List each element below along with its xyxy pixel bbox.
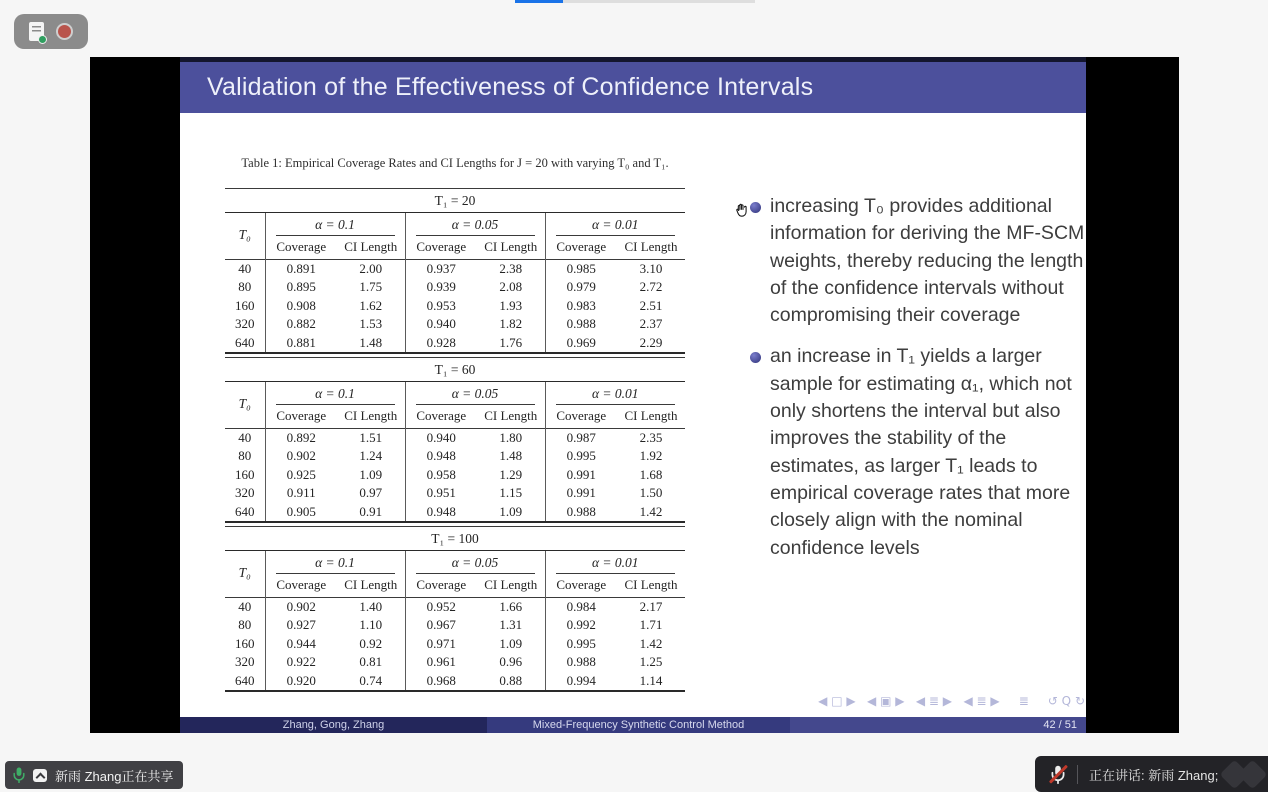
footline-title: Mixed-Frequency Synthetic Control Method xyxy=(487,717,790,733)
sub-header: CI Length xyxy=(484,239,538,254)
sub-header: Coverage xyxy=(545,405,617,428)
table-cell: 1.48 xyxy=(359,334,383,350)
table-cell: 40 xyxy=(225,597,265,616)
table-cell: 0.908 xyxy=(265,297,337,316)
table-cell: 80 xyxy=(238,448,252,463)
table-cell: 0.940 xyxy=(405,428,477,447)
divider xyxy=(1077,765,1078,784)
row-header-t0: T₀ xyxy=(238,565,251,581)
alpha-header: α = 0.05 xyxy=(416,385,535,406)
table-cell: 80 xyxy=(238,617,252,632)
sub-header: CI Length xyxy=(624,577,678,592)
table-cell: 1.09 xyxy=(499,503,523,519)
table-cell: 0.891 xyxy=(265,259,337,278)
record-icon[interactable] xyxy=(56,23,73,40)
sub-header: CI Length xyxy=(484,577,538,592)
slide-title-bar xyxy=(180,62,1086,113)
browser-progress-bar xyxy=(515,0,755,3)
sub-header: Coverage xyxy=(265,236,337,259)
slide-title: Validation of the Effectiveness of Confidence Intervals xyxy=(207,73,814,101)
table-cell: 0.958 xyxy=(405,466,477,485)
table-cell: 0.97 xyxy=(359,485,383,500)
sub-header: Coverage xyxy=(265,574,337,597)
table-cell: 0.992 xyxy=(545,616,617,635)
alpha-header: α = 0.1 xyxy=(276,554,395,575)
table-cell: 1.40 xyxy=(337,597,405,616)
table-cell: 1.68 xyxy=(639,466,663,482)
footline-page-number: 42 / 51 xyxy=(790,717,1086,733)
table-cell: 1.51 xyxy=(337,428,405,447)
table-cell: 0.961 xyxy=(405,653,477,672)
table-row xyxy=(225,334,685,354)
sub-header: CI Length xyxy=(624,239,678,254)
shared-doc-icon[interactable] xyxy=(29,22,44,41)
table-cell: 1.80 xyxy=(477,428,545,447)
table-cell: 0.969 xyxy=(545,334,617,354)
row-header-t0: T₀ xyxy=(238,227,251,243)
table-cell: 1.66 xyxy=(477,597,545,616)
table-cell: 1.42 xyxy=(639,503,663,519)
table-cell: 0.911 xyxy=(265,484,337,503)
sub-header: Coverage xyxy=(405,405,477,428)
table-row xyxy=(225,278,685,297)
table-cell: 1.93 xyxy=(499,297,523,313)
table-cell: 0.995 xyxy=(545,635,617,654)
table-cell: 1.48 xyxy=(499,448,523,463)
table-cell: 1.50 xyxy=(639,485,663,500)
table-cell: 0.939 xyxy=(405,278,477,297)
table-row xyxy=(225,653,685,672)
sub-header: Coverage xyxy=(405,236,477,259)
slide-footline xyxy=(180,717,1086,733)
table-cell: 0.984 xyxy=(545,597,617,616)
coverage-table-t1-60 xyxy=(225,357,685,523)
table-cell: 1.75 xyxy=(359,279,383,294)
table-row xyxy=(225,616,685,635)
alpha-header: α = 0.1 xyxy=(276,216,395,237)
sub-header: Coverage xyxy=(405,574,477,597)
table-cell: 3.10 xyxy=(617,259,685,278)
table-cell: 640 xyxy=(235,672,255,688)
alpha-header: α = 0.1 xyxy=(276,385,395,406)
sub-header: CI Length xyxy=(624,408,678,423)
table-cell: 160 xyxy=(235,466,255,482)
table-cell: 0.967 xyxy=(405,616,477,635)
table-cell: 160 xyxy=(235,635,255,651)
table-row xyxy=(225,672,685,692)
table-cell: 2.00 xyxy=(337,259,405,278)
table-cell: 0.979 xyxy=(545,278,617,297)
table-cell: 0.902 xyxy=(265,597,337,616)
footline-authors: Zhang, Gong, Zhang xyxy=(180,717,487,733)
table-row xyxy=(225,297,685,316)
table-cell: 2.35 xyxy=(617,428,685,447)
table-cell: 0.91 xyxy=(359,503,383,519)
table-cell: 640 xyxy=(235,334,255,350)
table-caption: Table 1: Empirical Coverage Rates and CI Lengths for J = 20 with varying T₀ and T₁. xyxy=(241,156,669,170)
table-cell: 320 xyxy=(235,654,255,669)
alpha-header: α = 0.01 xyxy=(556,554,676,575)
table-cell: 1.71 xyxy=(639,617,663,632)
table-cell: 0.968 xyxy=(405,672,477,692)
alpha-header: α = 0.05 xyxy=(416,216,535,237)
alpha-header: α = 0.01 xyxy=(556,216,676,237)
table-cell: 640 xyxy=(235,503,255,519)
table-cell: 40 xyxy=(225,428,265,447)
table-row xyxy=(225,259,685,278)
table-cell: 0.892 xyxy=(265,428,337,447)
sub-header: Coverage xyxy=(265,405,337,428)
bullet-item: increasing T₀ provides additional information for deriving the MF-SCM weights, thereby reducing the length of the confidence intervals without compromising their coverage xyxy=(750,193,1086,329)
table-cell: 1.24 xyxy=(359,448,383,463)
table-cell: 1.14 xyxy=(639,672,663,688)
table-row xyxy=(225,597,685,616)
table-row xyxy=(225,447,685,466)
table-cell: 0.951 xyxy=(405,484,477,503)
table-cell: 0.944 xyxy=(265,635,337,654)
table-cell: 2.51 xyxy=(639,297,663,313)
table-cell: 0.948 xyxy=(405,503,477,523)
table-cell: 1.31 xyxy=(499,617,523,632)
beamer-nav-symbols[interactable]: ◀ □ ▶ ◀ ▣ ▶ ◀ ≣ ▶ ◀ ≣ ▶ ≣ ↺ Q ↻ xyxy=(818,694,1085,708)
table-banner: T₁ = 20 xyxy=(225,189,685,213)
share-indicator-icon xyxy=(33,769,47,782)
table-cell: 2.08 xyxy=(499,279,523,294)
coverage-tables xyxy=(225,188,687,695)
browser-progress-fill xyxy=(515,0,563,3)
table-row xyxy=(225,428,685,447)
sub-header: CI Length xyxy=(344,408,398,423)
table-cell: 0.948 xyxy=(405,447,477,466)
table-cell: 0.988 xyxy=(545,503,617,523)
table-cell: 2.72 xyxy=(639,279,663,294)
table-cell: 2.37 xyxy=(639,316,663,331)
table-cell: 2.17 xyxy=(617,597,685,616)
table-cell: 0.81 xyxy=(359,654,383,669)
table-cell: 0.987 xyxy=(545,428,617,447)
table-cell: 320 xyxy=(235,485,255,500)
row-header-t0: T₀ xyxy=(238,396,251,412)
table-cell: 1.53 xyxy=(359,316,383,331)
sub-header: Coverage xyxy=(545,236,617,259)
table-cell: 1.76 xyxy=(499,334,523,350)
table-cell: 1.92 xyxy=(639,448,663,463)
table-cell: 0.88 xyxy=(499,672,523,688)
table-banner: T₁ = 100 xyxy=(225,527,685,551)
table-cell: 0.922 xyxy=(265,653,337,672)
table-cell: 0.927 xyxy=(265,616,337,635)
table-cell: 0.928 xyxy=(405,334,477,354)
presentation-slide xyxy=(180,57,1086,733)
table-row xyxy=(225,315,685,334)
sharing-status-pill[interactable] xyxy=(5,761,183,789)
sub-header: CI Length xyxy=(484,408,538,423)
sub-header: CI Length xyxy=(344,239,398,254)
table-cell: 0.881 xyxy=(265,334,337,354)
table-cell: 0.940 xyxy=(405,315,477,334)
table-cell: 0.991 xyxy=(545,484,617,503)
table-cell: 0.983 xyxy=(545,297,617,316)
table-cell: 0.902 xyxy=(265,447,337,466)
table-cell: 0.920 xyxy=(265,672,337,692)
table-cell: 0.988 xyxy=(545,653,617,672)
screen-share-region xyxy=(90,57,1179,733)
table-cell: 2.29 xyxy=(639,334,663,350)
table-cell: 0.96 xyxy=(499,654,523,669)
table-cell: 0.952 xyxy=(405,597,477,616)
sharing-banner-label: 新雨 Zhang正在共享 xyxy=(55,768,174,784)
speaking-status-panel xyxy=(1035,756,1268,792)
diamond-logo-icon xyxy=(1216,760,1268,790)
table-cell: 0.995 xyxy=(545,447,617,466)
alpha-header: α = 0.01 xyxy=(556,385,676,406)
table-cell: 160 xyxy=(235,297,255,313)
table-row xyxy=(225,466,685,485)
table-cell: 0.953 xyxy=(405,297,477,316)
table-cell: 0.905 xyxy=(265,503,337,523)
coverage-table-t1-20 xyxy=(225,188,685,354)
table-cell: 1.09 xyxy=(499,635,523,651)
table-cell: 320 xyxy=(235,316,255,331)
table-row xyxy=(225,484,685,503)
alpha-header: α = 0.05 xyxy=(416,554,535,575)
bullet-list xyxy=(750,193,1086,576)
table-cell: 0.937 xyxy=(405,259,477,278)
table-cell: 40 xyxy=(225,259,265,278)
table-cell: 0.74 xyxy=(359,672,383,688)
table-cell: 0.988 xyxy=(545,315,617,334)
table-cell: 1.15 xyxy=(499,485,523,500)
table-cell: 0.92 xyxy=(359,635,383,651)
table-cell: 1.29 xyxy=(499,466,523,482)
table-cell: 1.09 xyxy=(359,466,383,482)
table-cell: 1.82 xyxy=(499,316,523,331)
table-row xyxy=(225,503,685,523)
sub-header: Coverage xyxy=(545,574,617,597)
table-cell: 1.25 xyxy=(639,654,663,669)
mic-muted-icon xyxy=(1049,764,1067,784)
sub-header: CI Length xyxy=(344,577,398,592)
hand-cursor-icon xyxy=(733,202,750,219)
table-cell: 1.42 xyxy=(639,635,663,651)
table-cell: 2.38 xyxy=(477,259,545,278)
table-cell: 0.925 xyxy=(265,466,337,485)
table-cell: 0.895 xyxy=(265,278,337,297)
table-cell: 0.985 xyxy=(545,259,617,278)
table-cell: 0.971 xyxy=(405,635,477,654)
bullet-item: an increase in T₁ yields a larger sample for estimating α₁, which not only shortens the interval but also improves the stability of the estimates, as larger T₁ leads to empirical coverage rates that more closely align with the nominal confidence levels xyxy=(750,343,1086,561)
table-cell: 0.882 xyxy=(265,315,337,334)
table-cell: 0.991 xyxy=(545,466,617,485)
mic-on-icon xyxy=(13,767,25,783)
table-cell: 1.10 xyxy=(359,617,383,632)
table-cell: 0.994 xyxy=(545,672,617,692)
table-banner: T₁ = 60 xyxy=(225,358,685,382)
coverage-table-t1-100 xyxy=(225,526,685,692)
speaking-label: 正在讲话: 新雨 Zhang; xyxy=(1089,767,1219,783)
doc-status-dot xyxy=(38,35,47,44)
table-cell: 1.62 xyxy=(359,297,383,313)
table-cell: 80 xyxy=(238,279,252,294)
table-row xyxy=(225,635,685,654)
recording-controls-pill[interactable] xyxy=(14,14,88,49)
